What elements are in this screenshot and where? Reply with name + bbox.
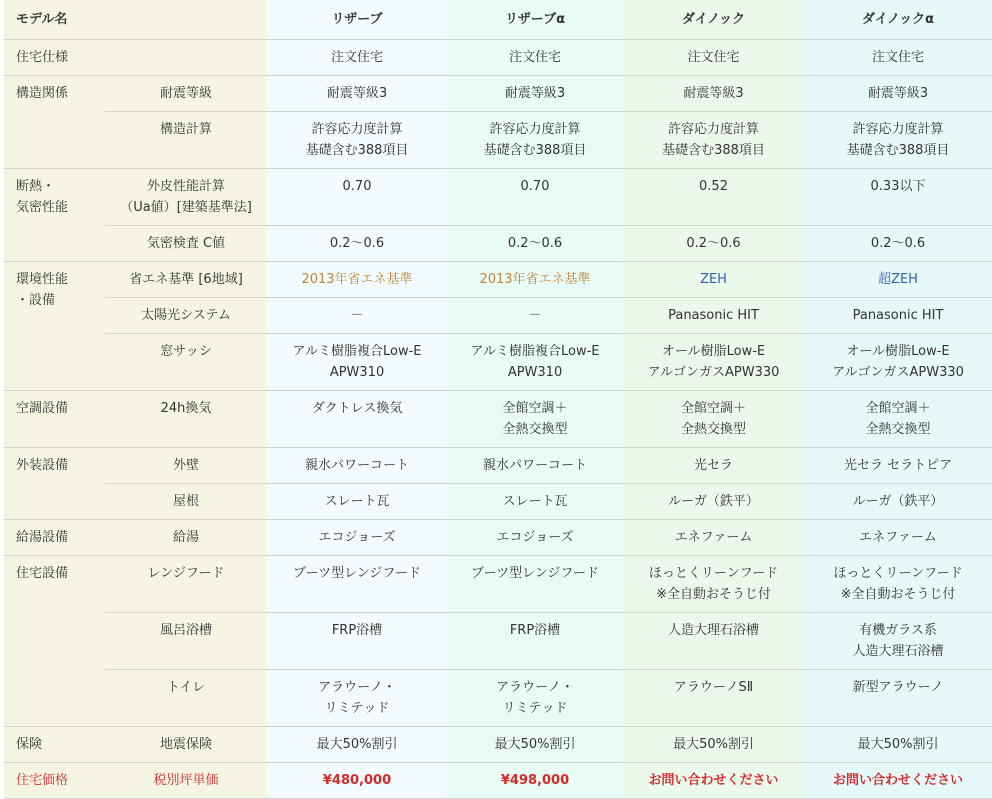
price-model-3: お問い合わせください bbox=[623, 763, 804, 799]
price-model-4: お問い合わせください bbox=[804, 763, 992, 799]
cell-model-1: 注文住宅 bbox=[267, 40, 447, 76]
row-subcategory: 太陽光システム bbox=[105, 298, 267, 334]
row-category: 空調設備 bbox=[4, 391, 105, 448]
cell-model-4: 注文住宅 bbox=[804, 40, 992, 76]
table-row bbox=[4, 391, 992, 448]
cell-model-4: ルーガ（鉄平） bbox=[804, 484, 992, 520]
row-subcategory: 窓サッシ bbox=[105, 334, 267, 391]
table-row bbox=[4, 112, 992, 169]
spec-comparison-table bbox=[4, 0, 992, 799]
price-model-2: ¥498,000 bbox=[447, 763, 623, 799]
table-row bbox=[4, 226, 992, 262]
cell-model-1: エコジョーズ bbox=[267, 520, 447, 556]
cell-model-1: 0.70 bbox=[267, 169, 447, 226]
cell-model-2: － bbox=[447, 298, 623, 334]
cell-model-1: － bbox=[267, 298, 447, 334]
cell-model-1: 親水パワーコート bbox=[267, 448, 447, 484]
cell-model-3: 許容応力度計算 基礎含む388項目 bbox=[623, 112, 804, 169]
cell-model-2: エコジョーズ bbox=[447, 520, 623, 556]
cell-model-1: アラウーノ・ リミテッド bbox=[267, 670, 447, 727]
cell-model-1: FRP浴槽 bbox=[267, 613, 447, 670]
cell-model-3: 光セラ bbox=[623, 448, 804, 484]
cell-model-3: 注文住宅 bbox=[623, 40, 804, 76]
cell-model-2: ブーツ型レンジフード bbox=[447, 556, 623, 613]
row-category: 保険 bbox=[4, 727, 105, 763]
cell-model-2: 0.70 bbox=[447, 169, 623, 226]
cell-model-1: 耐震等級3 bbox=[267, 76, 447, 112]
cell-model-2: 全館空調＋ 全熱交換型 bbox=[447, 391, 623, 448]
cell-model-4: 全館空調＋ 全熱交換型 bbox=[804, 391, 992, 448]
cell-model-4: 耐震等級3 bbox=[804, 76, 992, 112]
table-row bbox=[4, 40, 992, 76]
cell-model-3: 0.2〜0.6 bbox=[623, 226, 804, 262]
row-subcategory: 地震保険 bbox=[105, 727, 267, 763]
row-subcategory: 外壁 bbox=[105, 448, 267, 484]
row-subcategory bbox=[105, 40, 267, 76]
row-subcategory: 外皮性能計算 （Ua値）[建築基準法] bbox=[105, 169, 267, 226]
cell-model-2: 0.2〜0.6 bbox=[447, 226, 623, 262]
row-subcategory: 風呂浴槽 bbox=[105, 613, 267, 670]
cell-model-2: アラウーノ・ リミテッド bbox=[447, 670, 623, 727]
cell-model-4: 光セラ セラトピア bbox=[804, 448, 992, 484]
row-subcategory: 省エネ基準 [6地域] bbox=[105, 262, 267, 298]
cell-model-1: ダクトレス換気 bbox=[267, 391, 447, 448]
price-model-1: ¥480,000 bbox=[267, 763, 447, 799]
cell-model-2: 許容応力度計算 基礎含む388項目 bbox=[447, 112, 623, 169]
header-model-4: ダイノックα bbox=[804, 0, 992, 40]
row-category: 住宅価格 bbox=[4, 763, 105, 799]
price-row bbox=[4, 763, 992, 799]
row-category: 住宅仕様 bbox=[4, 40, 105, 76]
cell-model-4: 0.33以下 bbox=[804, 169, 992, 226]
cell-model-2: 2013年省エネ基準 bbox=[447, 262, 623, 298]
cell-model-3: Panasonic HIT bbox=[623, 298, 804, 334]
table-row bbox=[4, 76, 992, 112]
cell-model-3: 耐震等級3 bbox=[623, 76, 804, 112]
table-row bbox=[4, 556, 992, 613]
table-row bbox=[4, 262, 992, 298]
cell-model-1: ブーツ型レンジフード bbox=[267, 556, 447, 613]
cell-model-4: 新型アラウーノ bbox=[804, 670, 992, 727]
cell-model-4: 0.2〜0.6 bbox=[804, 226, 992, 262]
header-row bbox=[4, 0, 992, 40]
cell-model-3: 0.52 bbox=[623, 169, 804, 226]
table-row bbox=[4, 169, 992, 226]
cell-model-4: 超ZEH bbox=[804, 262, 992, 298]
cell-model-3: 人造大理石浴槽 bbox=[623, 613, 804, 670]
cell-model-4: ほっとくリーンフード ※全自動おそうじ付 bbox=[804, 556, 992, 613]
cell-model-1: アルミ樹脂複合Low-E APW310 bbox=[267, 334, 447, 391]
cell-model-3: 全館空調＋ 全熱交換型 bbox=[623, 391, 804, 448]
row-subcategory: 気密検査 C値 bbox=[105, 226, 267, 262]
table-row bbox=[4, 613, 992, 670]
cell-model-1: 許容応力度計算 基礎含む388項目 bbox=[267, 112, 447, 169]
row-category: 環境性能 ・設備 bbox=[4, 262, 105, 391]
row-subcategory: 税別坪単価 bbox=[105, 763, 267, 799]
cell-model-4: 許容応力度計算 基礎含む388項目 bbox=[804, 112, 992, 169]
cell-model-1: 2013年省エネ基準 bbox=[267, 262, 447, 298]
cell-model-2: 耐震等級3 bbox=[447, 76, 623, 112]
table-row bbox=[4, 484, 992, 520]
cell-model-4: エネファーム bbox=[804, 520, 992, 556]
table-row bbox=[4, 520, 992, 556]
cell-model-4: オール樹脂Low-E アルゴンガスAPW330 bbox=[804, 334, 992, 391]
cell-model-2: FRP浴槽 bbox=[447, 613, 623, 670]
row-subcategory: レンジフード bbox=[105, 556, 267, 613]
cell-model-2: アルミ樹脂複合Low-E APW310 bbox=[447, 334, 623, 391]
row-subcategory: 屋根 bbox=[105, 484, 267, 520]
cell-model-3: ほっとくリーンフード ※全自動おそうじ付 bbox=[623, 556, 804, 613]
row-category: 外装設備 bbox=[4, 448, 105, 520]
row-subcategory: 24h換気 bbox=[105, 391, 267, 448]
cell-model-1: 最大50%割引 bbox=[267, 727, 447, 763]
table-row bbox=[4, 298, 992, 334]
row-subcategory: 給湯 bbox=[105, 520, 267, 556]
row-category: 構造関係 bbox=[4, 76, 105, 169]
cell-model-3: ZEH bbox=[623, 262, 804, 298]
cell-model-2: スレート瓦 bbox=[447, 484, 623, 520]
header-corner: モデル名 bbox=[4, 0, 267, 40]
cell-model-4: 最大50%割引 bbox=[804, 727, 992, 763]
row-category: 住宅設備 bbox=[4, 556, 105, 727]
row-category: 給湯設備 bbox=[4, 520, 105, 556]
header-model-3: ダイノック bbox=[623, 0, 804, 40]
header-model-2: リザーブα bbox=[447, 0, 623, 40]
cell-model-2: 最大50%割引 bbox=[447, 727, 623, 763]
cell-model-1: 0.2〜0.6 bbox=[267, 226, 447, 262]
table-row bbox=[4, 727, 992, 763]
cell-model-2: 注文住宅 bbox=[447, 40, 623, 76]
cell-model-3: ルーガ（鉄平） bbox=[623, 484, 804, 520]
cell-model-1: スレート瓦 bbox=[267, 484, 447, 520]
cell-model-2: 親水パワーコート bbox=[447, 448, 623, 484]
cell-model-3: 最大50%割引 bbox=[623, 727, 804, 763]
row-category: 断熱・ 気密性能 bbox=[4, 169, 105, 262]
table-row bbox=[4, 448, 992, 484]
row-subcategory: トイレ bbox=[105, 670, 267, 727]
table-row bbox=[4, 670, 992, 727]
row-subcategory: 耐震等級 bbox=[105, 76, 267, 112]
cell-model-3: エネファーム bbox=[623, 520, 804, 556]
header-model-1: リザーブ bbox=[267, 0, 447, 40]
row-subcategory: 構造計算 bbox=[105, 112, 267, 169]
cell-model-4: Panasonic HIT bbox=[804, 298, 992, 334]
cell-model-3: オール樹脂Low-E アルゴンガスAPW330 bbox=[623, 334, 804, 391]
cell-model-3: アラウーノSⅡ bbox=[623, 670, 804, 727]
table-row bbox=[4, 334, 992, 391]
cell-model-4: 有機ガラス系 人造大理石浴槽 bbox=[804, 613, 992, 670]
